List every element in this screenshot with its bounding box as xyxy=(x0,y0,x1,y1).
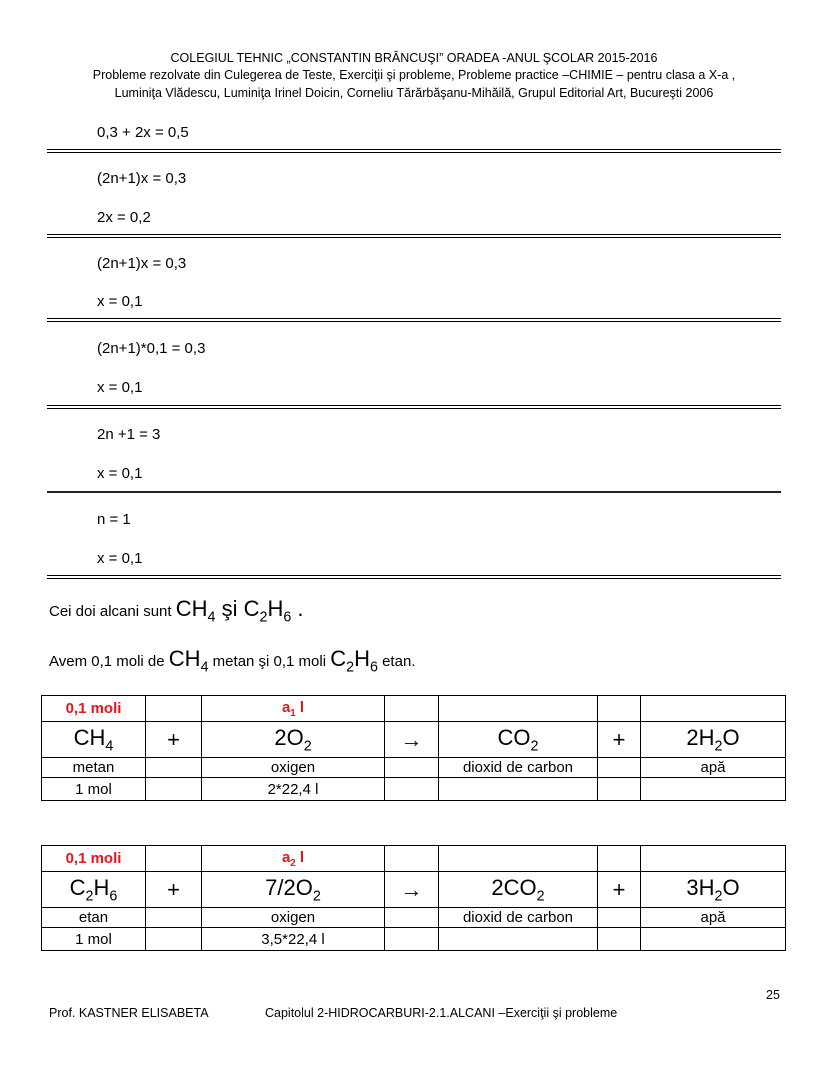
name-cell xyxy=(598,758,641,778)
equation: x = 0,1 xyxy=(97,465,143,482)
header-line-1: COLEGIUL TEHNIC „CONSTANTIN BRÂNCUŞI” ORADEA -ANUL ŞCOLAR 2015-2016 xyxy=(170,51,658,65)
equation: 0,3 + 2x = 0,5 xyxy=(97,124,189,141)
equation: x = 0,1 xyxy=(97,550,143,567)
amount-cell xyxy=(146,778,202,801)
header-line-2: Probleme rezolvate din Culegerea de Teste, Exerciţii şi probleme, Probleme practice –CHIMIE – pentru clasa a X-a , xyxy=(92,68,736,82)
formula-cell: $CH_4$ xyxy=(42,722,146,758)
amount-cell xyxy=(439,778,598,801)
name-cell xyxy=(598,908,641,928)
equation: 2x = 0,2 xyxy=(97,209,151,226)
empty-cell xyxy=(146,846,202,872)
unknown-volume: $a_1$ l xyxy=(202,696,385,722)
divider xyxy=(47,575,781,579)
name-cell: etan xyxy=(42,908,146,928)
formula-cell: $2CO_2$ xyxy=(439,872,598,908)
name-cell: oxigen xyxy=(202,758,385,778)
amount-cell: 2*22,4 l xyxy=(202,778,385,801)
name-cell xyxy=(146,758,202,778)
formula-cell: + xyxy=(598,722,641,758)
divider xyxy=(47,491,781,493)
formula-cell: → xyxy=(385,722,439,758)
formula-cell: + xyxy=(146,722,202,758)
name-cell: metan xyxy=(42,758,146,778)
formula-cell: $7/2O_2$ xyxy=(202,872,385,908)
name-cell xyxy=(146,908,202,928)
names-row xyxy=(42,908,786,928)
name-cell xyxy=(385,908,439,928)
name-cell: oxigen xyxy=(202,908,385,928)
given-moles: 0,1 moli xyxy=(42,696,146,722)
name-cell xyxy=(385,758,439,778)
formula-cell: + xyxy=(598,872,641,908)
amounts-row xyxy=(42,778,786,801)
divider xyxy=(47,149,781,153)
amount-cell xyxy=(385,778,439,801)
amounts-row xyxy=(42,928,786,951)
reaction-row xyxy=(42,722,786,758)
reaction-row xyxy=(42,872,786,908)
equation: x = 0,1 xyxy=(97,379,143,396)
formula-cell: $2H_2O$ xyxy=(641,722,786,758)
name-cell: apă xyxy=(641,908,786,928)
divider xyxy=(47,318,781,322)
formula-cell: $C_2H_6$ xyxy=(42,872,146,908)
given-row xyxy=(42,846,786,872)
amount-cell: 1 mol xyxy=(42,928,146,951)
formula-cell: $CO_2$ xyxy=(439,722,598,758)
equation: x = 0,1 xyxy=(97,293,143,310)
unknown-volume: $a_2$ l xyxy=(202,846,385,872)
equation: (2n+1)x = 0,3 xyxy=(97,255,187,272)
name-cell: dioxid de carbon xyxy=(439,758,598,778)
formula-cell: $2O_2$ xyxy=(202,722,385,758)
page-number: 25 xyxy=(766,988,780,1002)
given-row xyxy=(42,696,786,722)
amount-cell xyxy=(598,928,641,951)
footer-chapter: Capitolul 2-HIDROCARBURI-2.1.ALCANI –Exerciţii şi probleme xyxy=(265,1006,618,1020)
empty-cell xyxy=(146,696,202,722)
formula-cell: → xyxy=(385,872,439,908)
amount-cell xyxy=(439,928,598,951)
reaction-table-ethane xyxy=(41,845,786,951)
given-moles: 0,1 moli xyxy=(42,846,146,872)
equation: n = 1 xyxy=(97,511,131,528)
header-line-3: Luminiţa Vlădescu, Luminiţa Irinel Doicin, Corneliu Tărărbăşanu-Mihăilă, Grupul Editorial Art, Bucureşti 2006 xyxy=(114,86,714,100)
footer-author: Prof. KASTNER ELISABETA xyxy=(49,1006,209,1020)
sentence-alkanes: Cei doi alcani sunt $CH_4$ şi $C_2H_6$ . xyxy=(49,596,304,626)
amount-cell xyxy=(385,928,439,951)
name-cell: dioxid de carbon xyxy=(439,908,598,928)
amount-cell xyxy=(641,928,786,951)
divider xyxy=(47,405,781,409)
amount-cell xyxy=(598,778,641,801)
amount-cell xyxy=(641,778,786,801)
reaction-table-methane xyxy=(41,695,786,801)
divider xyxy=(47,234,781,238)
name-cell: apă xyxy=(641,758,786,778)
equation: 2n +1 = 3 xyxy=(97,426,161,443)
formula-cell: $3H_2O$ xyxy=(641,872,786,908)
equation: (2n+1)*0,1 = 0,3 xyxy=(97,340,206,357)
names-row xyxy=(42,758,786,778)
equation: (2n+1)x = 0,3 xyxy=(97,170,187,187)
amount-cell xyxy=(146,928,202,951)
amount-cell: 3,5*22,4 l xyxy=(202,928,385,951)
amount-cell: 1 mol xyxy=(42,778,146,801)
sentence-moles: Avem 0,1 moli de $CH_4$ metan şi 0,1 moli $C_2H_6$ etan. xyxy=(49,646,416,676)
formula-cell: + xyxy=(146,872,202,908)
